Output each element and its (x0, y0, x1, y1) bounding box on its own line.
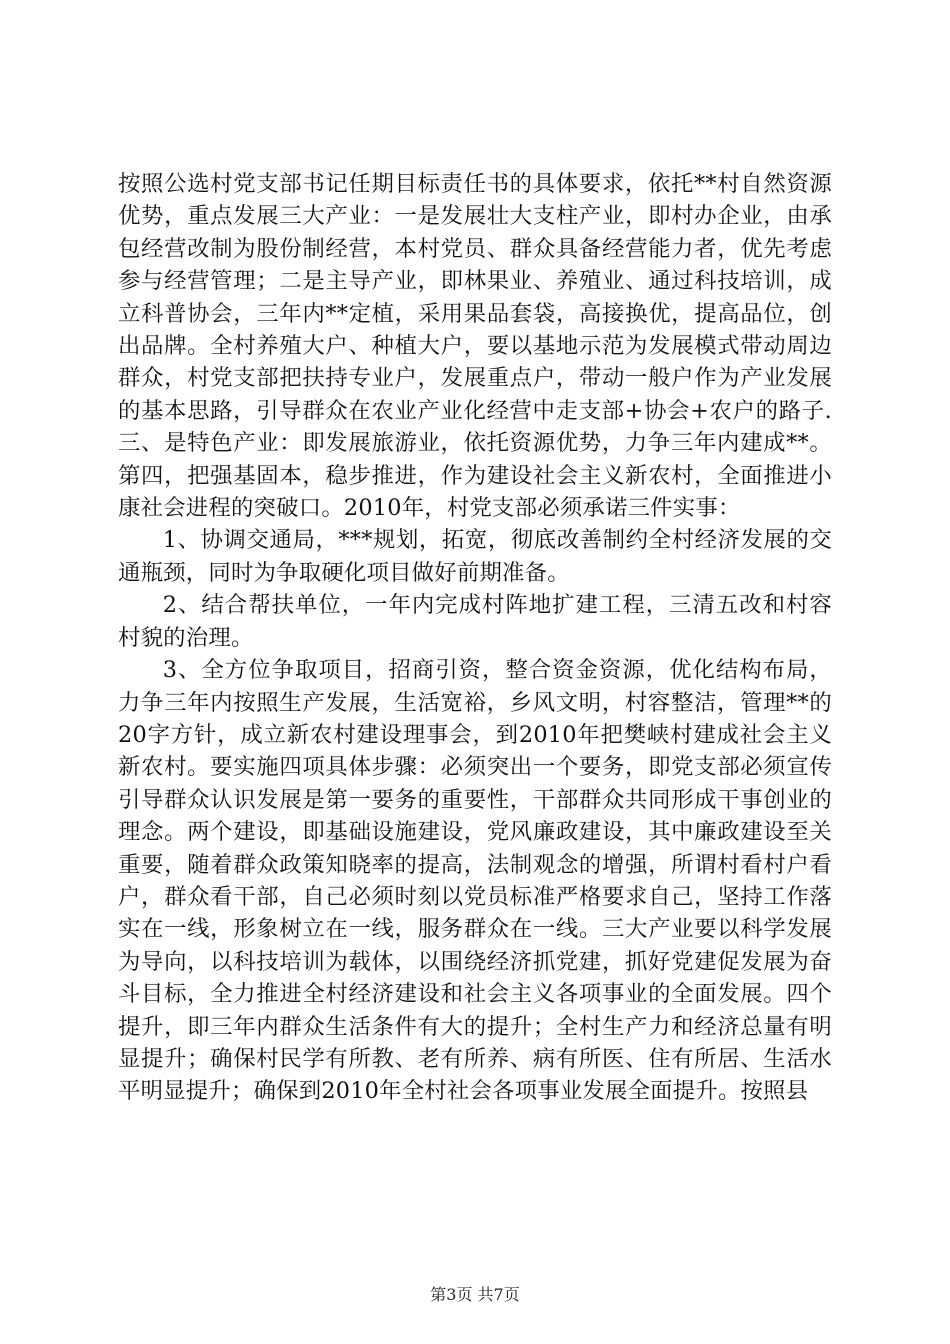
paragraph-item-1: 1、协调交通局，***规划，拓宽，彻底改善制约全村经济发展的交通瓶颈，同时为争取硬化项目做好前期准备。 (118, 527, 832, 586)
paragraph-item-3: 3、全方位争取项目，招商引资，整合资金资源，优化结构布局，力争三年内按照生产发展，生活宽裕，乡风文明，村容整洁，管理**的20字方针，成立新农村建设理事会，到2010年把樊峡村建成社会主义新农村。要实施四项具体步骤：必须突出一个要务，即党支部必须宣传引导群众认识发展是第一要务的重要性，干部群众共同形成干事创业的理念。两个建设，即基础设施建设，党风廉政建设，其中廉政建设至关重要，随着群众政策知晓率的提高，法制观念的增强，所谓村看村户看户，群众看干部，自己必须时刻以党员标准严格要求自己，坚持工作落实在一线，形象树立在一线，服务群众在一线。三大产业要以科学发展为导向，以科技培训为载体，以围绕经济抓党建，抓好党建促发展为奋斗目标，全力推进全村经济建设和社会主义各项事业的全面发展。四个提升，即三年内群众生活条件有大的提升；全村生产力和经济总量有明显提升；确保村民学有所教、老有所养、病有所医、住有所居、生活水平明显提升；确保到2010年全村社会各项事业发展全面提升。按照县 (118, 657, 832, 1105)
paragraph-intro: 按照公选村党支部书记任期目标责任书的具体要求，依托**村自然资源优势，重点发展三大产业：一是发展壮大支柱产业，即村办企业，由承包经营改制为股份制经营，本村党员、群众具备经营能力者，优先考虑参与经营管理；二是主导产业，即林果业、养殖业、通过科技培训，成立科普协会，三年内**定植，采用果品套袋，高接换优，提高品位，创出品牌。全村养殖大户、种植大户，要以基地示范为发展模式带动周边群众，村党支部把扶持专业户，发展重点户，带动一般户作为产业发展的基本思路，引导群众在农业产业化经营中走支部+协会+农户的路子.三、是特色产业：即发展旅游业，依托资源优势，力争三年内建成**。第四，把强基固本，稳步推进，作为建设社会主义新农村，全面推进小康社会进程的突破口。2010年，村党支部必须承诺三件实事： (118, 171, 832, 522)
document-body (118, 168, 832, 1108)
paragraph-item-2: 2、结合帮扶单位，一年内完成村阵地扩建工程，三清五改和村容村貌的治理。 (118, 592, 832, 651)
page-number-footer: 第3页 共7页 (430, 1285, 520, 1304)
